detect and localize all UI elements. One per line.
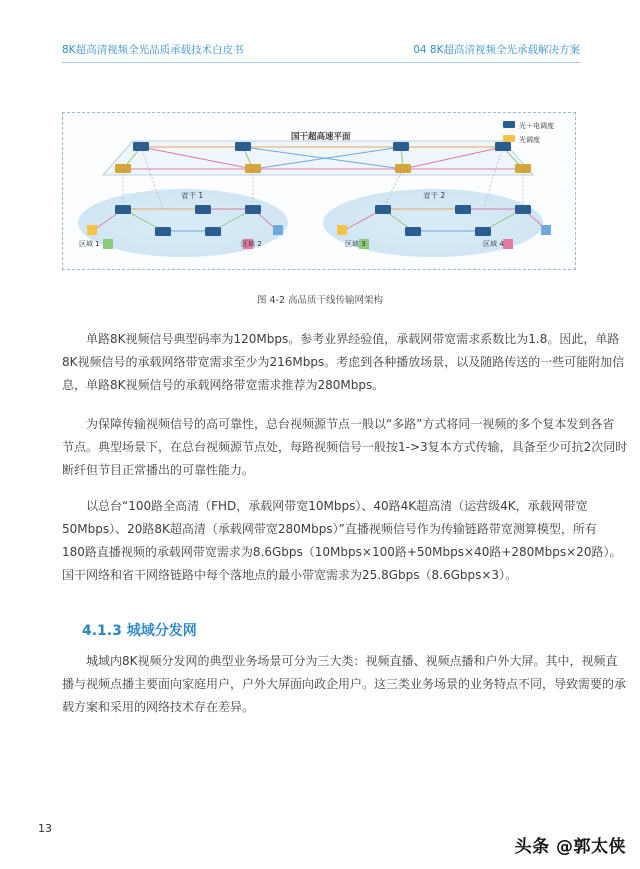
paragraph-reliability (62, 413, 628, 482)
diagram-legend (503, 121, 554, 144)
text-line: 单路8K视频信号典型码率为120Mbps。参考业界经验值，承载网带宽需求系数比为1.8。因此，单路 (86, 332, 620, 346)
section-title: 4.1.3 城域分发网 (82, 623, 197, 639)
province-label-2: 省干 2 (423, 191, 446, 200)
region-label-3: 区域 3 (345, 240, 366, 248)
paragraph-bandwidth-model (62, 495, 622, 587)
network-diagram-frame (62, 112, 576, 270)
text-line: 断纤但节目正常播出的可靠性能力。 (62, 463, 255, 477)
paragraph-bitrate (62, 328, 625, 397)
header-divider (62, 62, 580, 63)
network-architecture-diagram (63, 113, 575, 269)
text-line: 城域内8K视频分发网的典型业务场景可分为三大类：视频直播、视频点播和户外大屏。其中，视频直 (86, 654, 618, 668)
figure-caption: 图 4-2 高品质干线传输网架构 (256, 295, 384, 306)
text-line: 播与视频点播主要面向家庭用户，户外大屏面向政企用户。这三类业务场景的业务特点不同，导致需要的承 (62, 677, 627, 691)
text-line: 180路直播视频的承载网带宽需求为8.6Gbps（10Mbps×100路+50Mbps×40路+280Mbps×20路）。 (62, 545, 622, 559)
text-line: 息，单路8K视频信号的承载网络带宽需求推荐为280Mbps。 (62, 378, 385, 392)
region-label-2: 区域 2 (241, 240, 262, 248)
legend-optical: 光调度 (519, 136, 540, 144)
header-doc-title: 8K超高清视频全光品质承载技术白皮书 (62, 44, 244, 56)
watermark: 头条 @郭太侠 (514, 837, 626, 857)
region-label-1: 区域 1 (79, 240, 100, 248)
text-line: 节点。典型场景下，在总台视频源节点处，每路视频信号一般按1->3复本方式传输，具备至少可抗2次同时 (62, 440, 628, 454)
province-label-1: 省干 1 (181, 191, 204, 200)
text-line: 50Mbps）、20路8K超高清（承载网带宽280Mbps）”直播视频信号作为传输链路带宽测算模型，所有 (62, 522, 597, 536)
text-line: 载方案和采用的网络技术存在差异。 (62, 700, 255, 714)
text-line: 以总台“100路全高清（FHD，承载网带宽10Mbps）、40路4K超高清（运营级4K，承载网带宽 (86, 499, 588, 513)
backbone-plane-label: 国干超高速平面 (291, 132, 351, 142)
text-line: 国干网络和省干网络链路中每个落地点的最小带宽需求为25.8Gbps（8.6Gbps×3）。 (62, 568, 518, 582)
text-line: 为保障传输视频信号的高可靠性，总台视频源节点一般以“多路”方式将同一视频的多个复本发到各省 (86, 417, 615, 431)
region-label-4: 区域 4 (483, 240, 504, 248)
legend-optical-electrical: 光＋电调度 (519, 122, 554, 130)
backbone-plane (103, 141, 533, 175)
header-chapter-title: 04 8K超高清视频全光承载解决方案 (413, 44, 580, 56)
page-number: 13 (38, 822, 52, 835)
text-line: 8K视频信号的承载网络带宽需求至少为216Mbps。考虑到各种播放场景，以及随路传送的一些可能附加信 (62, 355, 625, 369)
paragraph-metro-distribution (62, 650, 627, 719)
